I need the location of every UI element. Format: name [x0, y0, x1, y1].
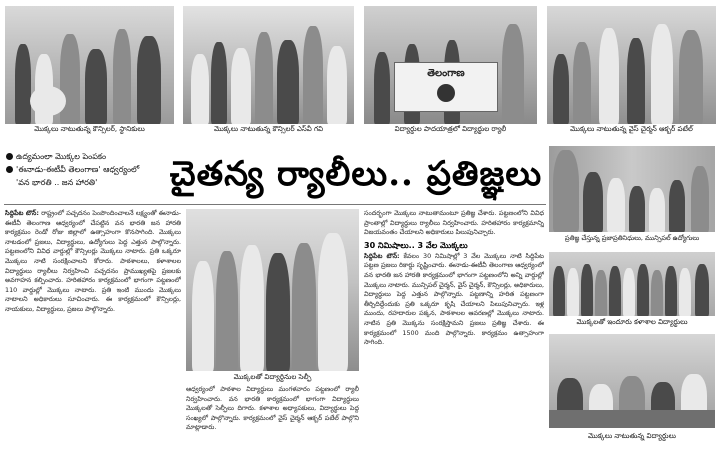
article-column-1: [5, 209, 181, 447]
banner-text: తెలంగాణ: [427, 68, 465, 79]
photo-caption: మొక్కలతో ఇందూరు కళాశాల విద్యార్థులు: [576, 318, 688, 326]
article-text: రాష్ట్రంలో పచ్చదనం పెంపొందించాలనే లక్ష్యంతో ఈనాడు-ఈటీవీ తెలంగాణ ఆధ్వర్యంలో చేపట్టిన వన భారతి జన హారతి కార్యక్రమం రెండో రోజు జిల్లాలో ఉత్సాహంగా కొనసాగింది. మొక్కలు నాటడంలో ప్రజలు, విద్యార్థులు, ఉద్యోగులు పెద్ద ఎత్తున పాల్గొన్నారు. పట్టణంలోని వివిధ వార్డుల్లో కౌన్సిలర్లు మొక్కలు నాటారు. ప్రతి ఒక్కరూ మొక్కలు నాటి సంరక్షించాలని కోరారు. పాఠశాలలు, కళాశాలల విద్యార్థులు ర్యాలీలు నిర్వహించి పచ్చదనం ప్రాముఖ్యతపై ప్రజలకు అవగాహన కల్పించారు. హరితహారం కార్యక్రమంలో భాగంగా పట్టణంలో 110 వార్డుల్లో మొక్కలు నాటారు. ప్రతి ఇంటి ముందు మొక్కలు నాటాలని అధికారులు సూచించారు. ఈ కార్యక్రమంలో కౌన్సిలర్లు, నాయకులు, విద్యార్థులు, ప్రజలు పాల్గొన్నారు.: [5, 209, 181, 313]
photo-planting-councillor: [5, 6, 174, 124]
photo-students-planting: [549, 334, 715, 428]
photo-pledge: [549, 146, 715, 232]
headline-bullets: [6, 150, 164, 189]
article-column-3: [364, 209, 544, 447]
photo-caption: మొక్కలు నాటుతున్న విద్యార్థులు: [588, 432, 676, 440]
bullet-item: ఉద్యమంలా మొక్కల పెంపకం: [6, 150, 164, 163]
photo-vice-chairman-planting: [547, 6, 716, 124]
article-text: కేవలం 30 నిమిషాల్లో 3 వేల మొక్కలు నాటి సిద్దిపేట పట్టణ ప్రజలు రికార్డు సృష్టించారు. ఈనాడు-ఈటీవీ తెలంగాణ ఆధ్వర్యంలో వన భారతి జన హారతి కార్యక్రమంలో భాగంగా పట్టణంలోని అన్ని వార్డుల్లో మొక్కలు నాటారు. మున్సిపల్ చైర్మన్, వైస్ చైర్మన్, కౌన్సిలర్లు, అధికారులు, విద్యార్థులు పెద్ద ఎత్తున పాల్గొన్నారు. పట్టణాన్ని హరిత పట్టణంగా తీర్చిదిద్దేందుకు ప్రతి ఒక్కరూ కృషి చేయాలని పిలుపునిచ్చారు. ఇళ్ల ముందు, రహదారుల పక్కన, పాఠశాలల ఆవరణల్లో మొక్కలు నాటారు. నాటిన ప్రతి మొక్కను సంరక్షిస్తామని ప్రజలు ప్రతిజ్ఞ చేశారు. ఈ కార్యక్రమంలో 1500 మంది పాల్గొన్నారు. కార్యక్రమం ఉత్సాహంగా సాగింది.: [364, 251, 544, 347]
dateline: సిద్దిపేట టౌన్:: [364, 251, 400, 260]
article-column-2: [186, 385, 359, 447]
photo-caption: విద్యార్థుల పాదయాత్రలో విద్యార్థుల ర్యాలీ: [394, 125, 507, 133]
page-headline: చైతన్య ర్యాలీలు.. ప్రతిజ్ఞలు: [169, 154, 543, 194]
photo-caption: మొక్కలు నాటుతున్న కౌన్సిలర్, స్థానికులు: [34, 125, 145, 133]
tree-logo-icon: [437, 84, 455, 102]
photo-caption: మొక్కలు నాటుతున్న వైస్ చైర్మన్ ఆక్బర్ పటేల్: [570, 125, 693, 133]
article-text: సందర్భంగా మొక్కలు నాటుతామంటూ ప్రతిజ్ఞ చేశారు. పట్టణంలోని వివిధ ప్రాంతాల్లో విద్యార్థులు ర్యాలీలు నిర్వహించారు. హరితహారం కార్యక్రమాన్ని విజయవంతం చేయాలని అధికారులు పిలుపునిచ్చారు.: [364, 209, 544, 237]
photo-indur-college-students: [549, 252, 715, 316]
bullet-continuation: 'వన భారతి .. జన హారతి': [16, 178, 98, 187]
photo-caption: మొక్కలు నాటుతున్న కౌన్సిలర్ ఎస్‌వీ గవి: [213, 125, 324, 133]
photo-student-rally: [364, 6, 537, 124]
headline-rule: [4, 204, 546, 205]
photo-caption: ప్రతిజ్ఞ చేస్తున్న ప్రజాప్రతినిధులు, మున్సిపల్ ఉద్యోగులు: [564, 234, 700, 242]
photo-caption: మొక్కలతో విద్యార్థినుల సెల్ఫీ: [233, 373, 312, 381]
photo-planting-councillor-group: [183, 6, 354, 124]
dateline: సిద్దిపేట టౌన్:: [5, 209, 39, 217]
subheading: 30 నిమిషాలు.. 3 వేల మొక్కలు: [364, 240, 468, 250]
rally-banner: [394, 62, 498, 112]
article-text: ఆధ్వర్యంలో పాఠశాల విద్యార్థులు మంగళవారం పట్టణంలో ర్యాలీ నిర్వహించారు. వన భారతి కార్యక్రమంలో భాగంగా విద్యార్థులు మొక్కలతో సెల్ఫీలు దిగారు. కళాశాల అధ్యాపకులు, విద్యార్థులు పెద్ద సంఖ్యలో పాల్గొన్నారు. కార్యక్రమంలో వైస్ చైర్మన్ ఆక్బర్ పటేల్ పాల్గొని మాట్లాడారు.: [186, 385, 359, 432]
bullet-item: 'ఈనాడు-ఈటీవీ తెలంగాణ' ఆధ్వర్యంలో: [6, 163, 164, 176]
bullet-dot-icon: [6, 166, 13, 173]
photo-students-selfie: [186, 209, 359, 371]
bullet-dot-icon: [6, 153, 13, 160]
